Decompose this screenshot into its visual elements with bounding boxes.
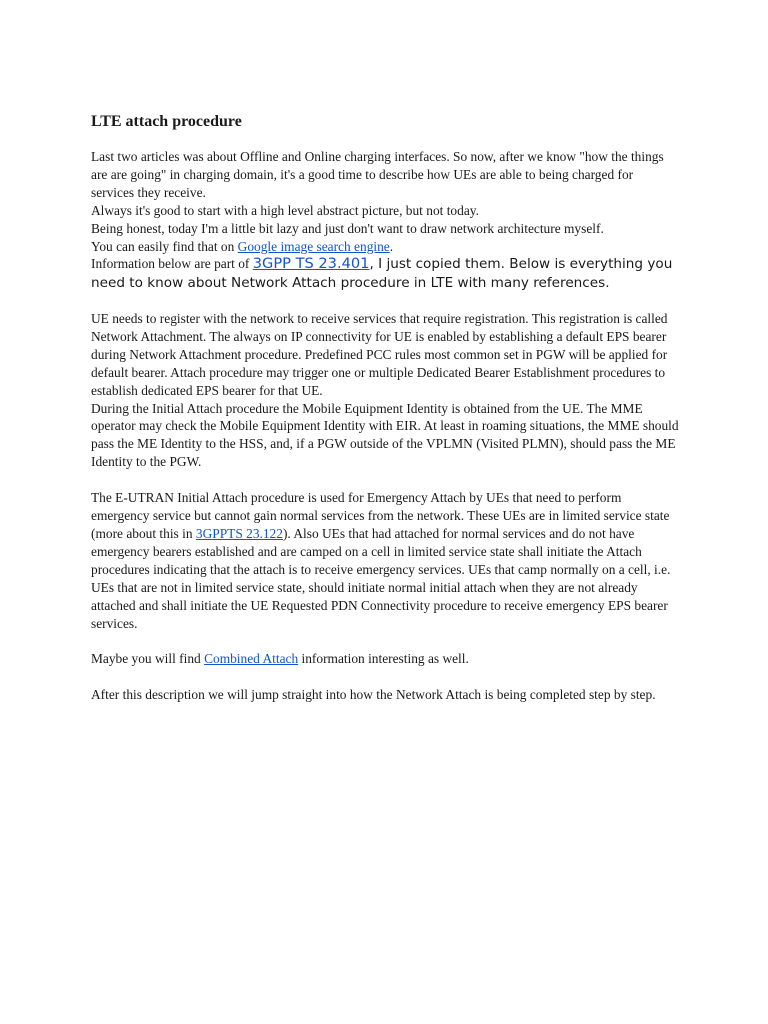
paragraph-gap — [91, 292, 679, 310]
google-image-search-link[interactable]: Google image search engine — [237, 238, 390, 254]
combined-attach-link[interactable]: Combined Attach — [204, 651, 299, 667]
initial-attach-paragraph: During the Initial Attach procedure the Mobile Equipment Identity is obtained from the UE. The MME operator may check the Mobile Equipment Identity with EIR. At least in roaming situations, the MME should pass the ME Identity to the HSS, and, if a PGW outside of the VPLMN (Visited PLMN), should pass the ME Identity to the PGW. — [91, 400, 679, 470]
network-attachment-paragraph: UE needs to register with the network to receive services that require registration. This registration is called Network Attachment. The always on IP connectivity for UE is enabled by establishing a default EPS bearer during Network Attachment procedure. Predefined PCC rules most common set in PGW will be applied for default bearer. Attach procedure may trigger one or multiple Dedicated Bearer Establishment procedures to establish dedicated EPS bearer for that UE. — [91, 311, 668, 398]
intro-line-4-prefix: You can easily find that on — [91, 238, 238, 254]
intro-line-5-prefix: Information below are part of — [91, 256, 253, 272]
combined-attach-paragraph — [91, 650, 679, 668]
intro-line-5 — [91, 255, 679, 292]
closing-paragraph: After this description we will jump straight into how the Network Attach is being completed step by step. — [91, 687, 656, 703]
intro-line-4-suffix: . — [389, 238, 394, 254]
3gppts-23-122-link[interactable]: 3GPPTS 23.122 — [195, 526, 283, 541]
combined-attach-prefix: Maybe you will find — [91, 651, 205, 667]
intro-line-1: Last two articles was about Offline and Online charging interfaces. So now, after we know "how the things are are going" in charging domain, it's a good time to describe how UEs are able to being charged for services they receive. — [91, 149, 664, 200]
intro-line-4 — [91, 238, 679, 256]
3gpp-ts-23-401-link[interactable]: 3GPP TS 23.401 — [252, 255, 370, 273]
paragraph-gap — [91, 471, 679, 489]
emergency-attach-paragraph — [91, 489, 679, 632]
intro-line-2: Always it's good to start with a high level abstract picture, but not today. — [91, 202, 479, 218]
document-page — [91, 112, 679, 704]
paragraph-gap — [91, 668, 679, 686]
paragraph-gap — [91, 632, 679, 650]
emergency-attach-prefix: The E-UTRAN Initial Attach procedure is used for Emergency Attach by UEs that need to perform emergency service but cannot gain normal services from the network. These UEs are in limited service state (more about this in — [91, 490, 670, 541]
combined-attach-suffix: information interesting as well. — [298, 651, 469, 667]
intro-line-3: Being honest, today I'm a little bit lazy and just don't want to draw network architecture myself. — [91, 220, 604, 236]
emergency-attach-suffix: ). Also UEs that had attached for normal services and do not have emergency bearers established and are camped on a cell in limited service state shall initiate the Attach procedures indicating that the attach is to receive emergency services. UEs that camp normally on a cell, i.e. UEs that are not in limited service state, should initiate normal initial attach when they are not already attached and shall initiate the UE Requested PDN Connectivity procedure to receive emergency EPS bearer services. — [91, 526, 671, 631]
document-title: LTE attach procedure — [91, 113, 242, 130]
intro-line-5-suffix: , I just copied them. Below is everything you need to know about Network Attach procedure in LTE with many references. — [91, 256, 673, 291]
